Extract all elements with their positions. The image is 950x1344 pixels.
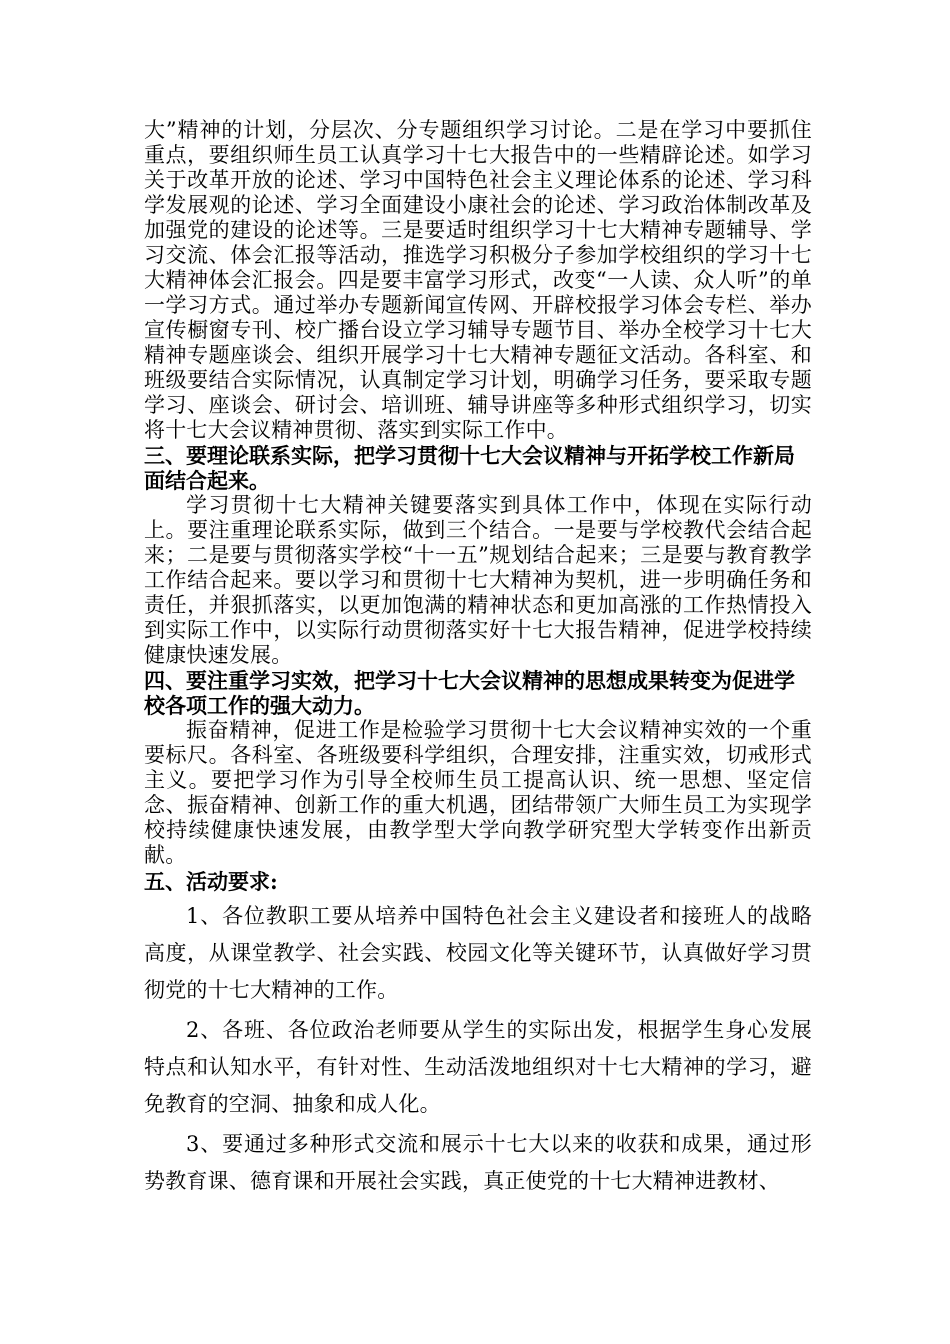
section-3-heading: 三、要理论联系实际，把学习贯彻十七大会议精神与开拓学校工作新局面结合起来。: [144, 443, 795, 493]
section-4-body: 振奋精神，促进工作是检验学习贯彻十七大会议精神实效的一个重要标尺。各科室、各班级要科学组织，合理安排，注重实效，切戒形式主义。要把学习作为引导全校师生员工提高认识、统一思想、坚定信念、振奋精神、创新工作的重大机遇，团结带领广大师生员工为实现学校持续健康快速发展，由教学型大学向教学研究型大学转变作出新贡献。: [144, 718, 812, 867]
requirements-list: [144, 898, 812, 1200]
requirement-item-1: 1、各位教职工要从培养中国特色社会主义建设者和接班人的战略高度，从课堂教学、社会实践、校园文化等关键环节，认真做好学习贯彻党的十七大精神的工作。: [144, 904, 812, 1002]
section-3-body: 学习贯彻十七大精神关键要落实到具体工作中，体现在实际行动上。要注重理论联系实际，做到三个结合。一是要与学校教代会结合起来；二是要与贯彻落实学校“十一五”规划结合起来；三是要与教育教学工作结合起来。要以学习和贯彻十七大精神为契机，进一步明确任务和责任，并狠抓落实，以更加饱满的精神状态和更加高涨的工作热情投入到实际工作中，以实际行动贯彻落实好十七大报告精神，促进学校持续健康快速发展。: [144, 493, 812, 667]
section-5-heading: 五、活动要求:: [144, 869, 278, 894]
continuation-paragraph: 大”精神的计划，分层次、分专题组织学习讨论。二是在学习中要抓住重点，要组织师生员工认真学习十七大报告中的一些精辟论述。如学习关于改革开放的论述、学习中国特色社会主义理论体系的论述、学习科学发展观的论述、学习全面建设小康社会的论述、学习政治体制改革及加强党的建设的论述等。三是要适时组织学习十七大精神专题辅导、学习交流、体会汇报等活动，推选学习积极分子参加学校组织的学习十七大精神体会汇报会。四是要丰富学习形式，改变“一人读、众人听”的单一学习方式。通过举办专题新闻宣传网、开辟校报学习体会专栏、举办宣传橱窗专刊、校广播台设立学习辅导专题节目、举办全校学习十七大精神专题座谈会、组织开展学习十七大精神专题征文活动。各科室、和班级要结合实际情况，认真制定学习计划，明确学习任务，要采取专题学习、座谈会、研讨会、培训班、辅导讲座等多种形式组织学习，切实将十七大会议精神贯彻、落实到实际工作中。: [144, 118, 812, 442]
requirement-item-2: 2、各班、各位政治老师要从学生的实际出发，根据学生身心发展特点和认知水平，有针对性、生动活泼地组织对十七大精神的学习，避免教育的空洞、抽象和成人化。: [144, 1018, 812, 1116]
requirement-item-3: 3、要通过多种形式交流和展示十七大以来的收获和成果，通过形势教育课、德育课和开展社会实践，真正使党的十七大精神进教材、: [144, 1132, 812, 1193]
document-page: [144, 118, 812, 1200]
section-4-heading: 四、要注重学习实效，把学习十七大会议精神的思想成果转变为促进学校各项工作的强大动力。: [144, 668, 795, 718]
